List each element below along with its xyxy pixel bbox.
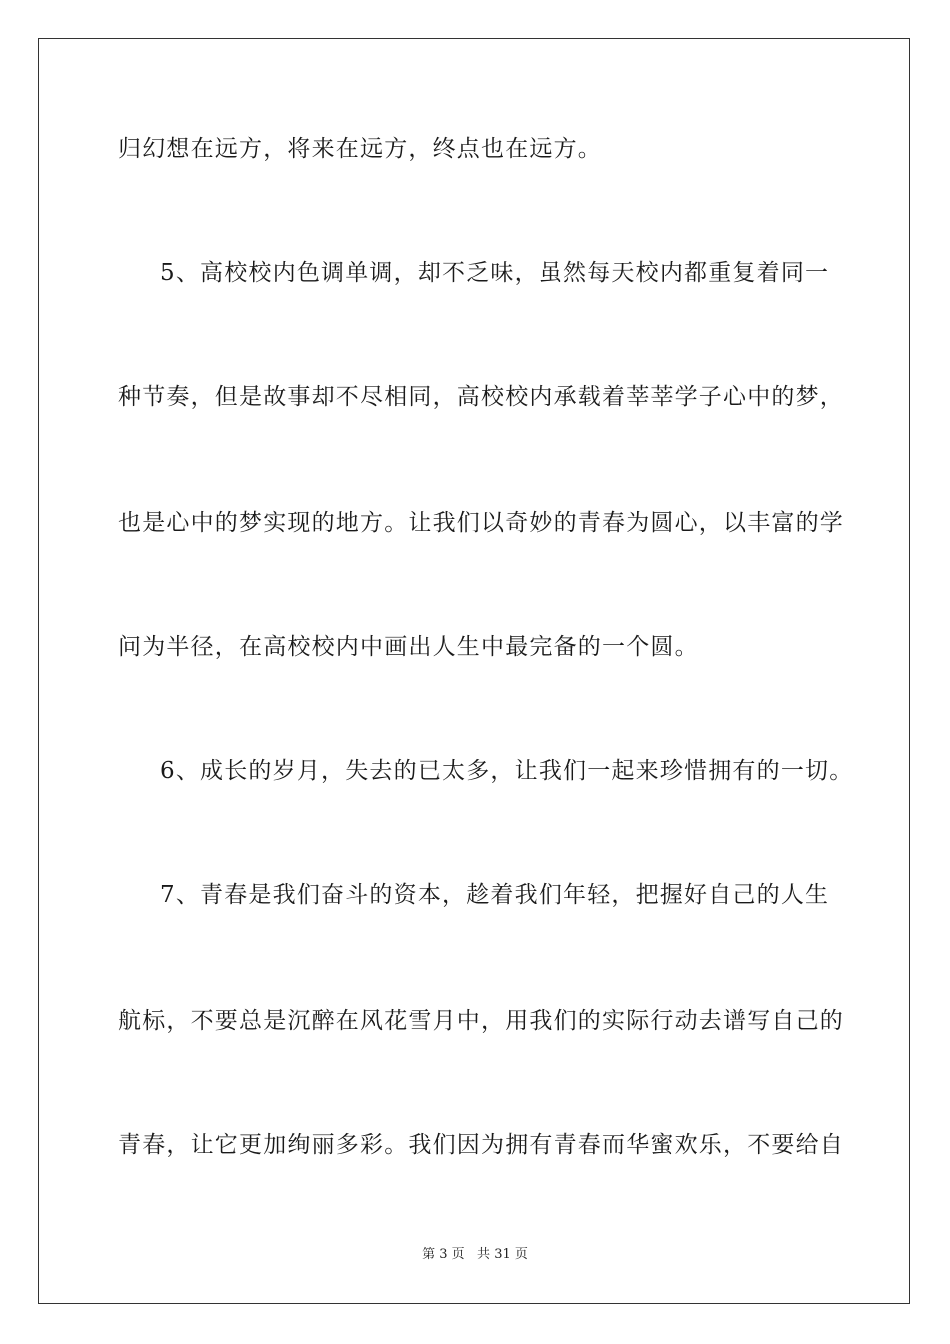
text-line: 6、成长的岁月，失去的已太多，让我们一起来珍惜拥有的一切。: [160, 758, 854, 784]
text-line: 种节奏，但是故事却不尽相同，高校校内承载着莘莘学子心中的梦，: [118, 384, 844, 410]
page-border: [38, 38, 910, 1304]
text-line: 归幻想在远方，将来在远方，终点也在远方。: [118, 136, 602, 162]
page-number-footer: 第 3 页 共 31 页: [422, 1247, 528, 1262]
text-line: 7、青春是我们奋斗的资本，趁着我们年轻，把握好自己的人生: [160, 882, 830, 908]
text-line: 5、高校校内色调单调，却不乏味，虽然每天校内都重复着同一: [160, 260, 830, 286]
text-line: 也是心中的梦实现的地方。让我们以奇妙的青春为圆心，以丰富的学: [118, 510, 844, 536]
text-line: 航标，不要总是沉醉在风花雪月中，用我们的实际行动去谱写自己的: [118, 1008, 844, 1034]
text-line: 问为半径，在高校校内中画出人生中最完备的一个圆。: [118, 634, 699, 660]
text-line: 青春，让它更加绚丽多彩。我们因为拥有青春而华蜜欢乐，不要给自: [118, 1132, 844, 1158]
